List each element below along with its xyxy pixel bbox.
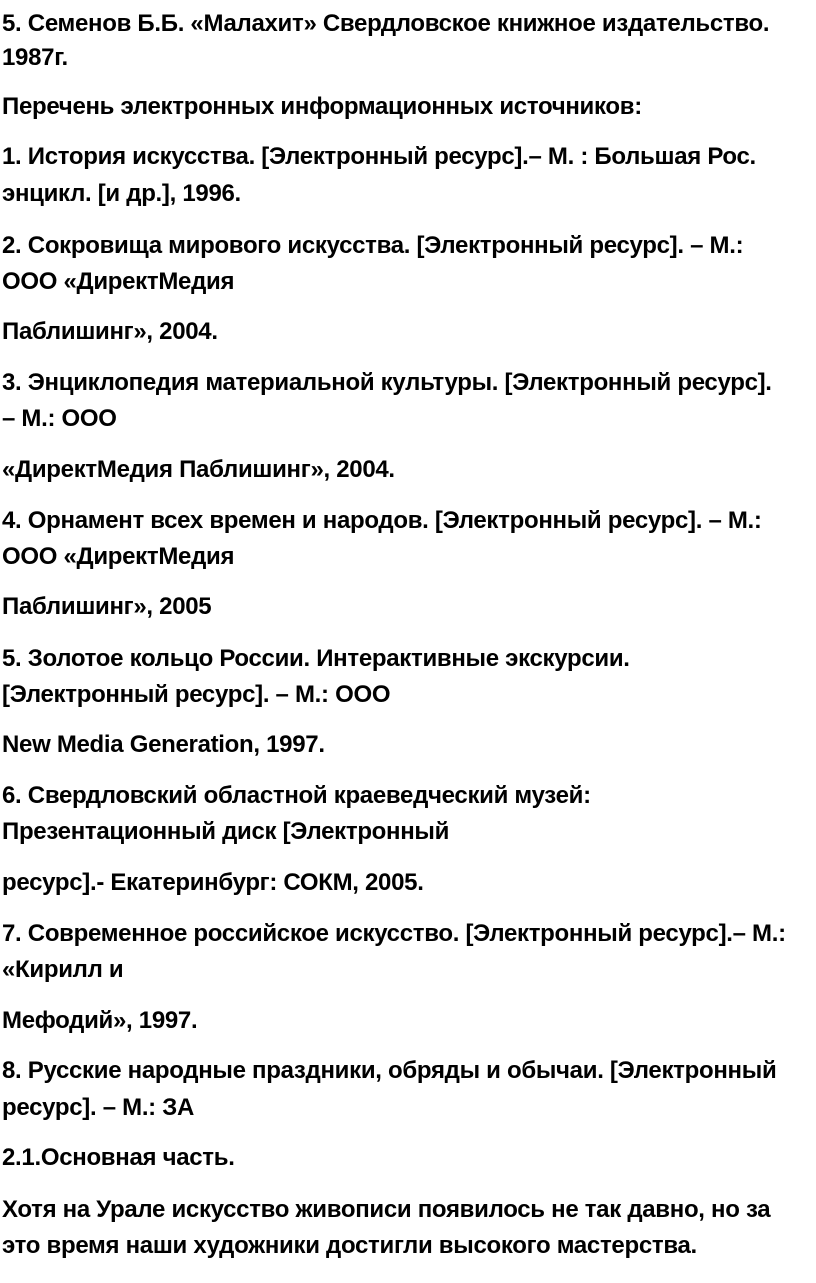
text-line: «ДиректМедия Паблишинг», 2004. bbox=[2, 456, 395, 483]
text-line: ООО «ДиректМедия bbox=[2, 543, 235, 570]
text-line: 3. Энциклопедия материальной культуры. [Электронный ресурс]. bbox=[2, 369, 772, 396]
text-line: Хотя на Урале искусство живописи появилось не так давно, но за bbox=[2, 1196, 771, 1223]
text-line: – М.: ООО bbox=[2, 405, 117, 432]
text-line: 5. Золотое кольцо России. Интерактивные экскурсии. bbox=[2, 645, 630, 672]
text-line: Презентационный диск [Электронный bbox=[2, 818, 450, 845]
text-line: «Кирилл и bbox=[2, 956, 124, 983]
text-line: 2. Сокровища мирового искусства. [Электронный ресурс]. – М.: bbox=[2, 232, 744, 259]
text-line: это время наши художники достигли высокого мастерства. bbox=[2, 1232, 697, 1259]
text-line: ресурс].- Екатеринбург: СОКМ, 2005. bbox=[2, 869, 424, 896]
text-line: Паблишинг», 2004. bbox=[2, 318, 218, 345]
text-line: ресурс]. – М.: ЗА bbox=[2, 1094, 195, 1121]
text-line: Перечень электронных информационных источников: bbox=[2, 93, 642, 120]
section-heading: 2.1.Основная часть. bbox=[2, 1144, 235, 1171]
text-line: 4. Орнамент всех времен и народов. [Электронный ресурс]. – М.: bbox=[2, 507, 762, 534]
text-line: Паблишинг», 2005 bbox=[2, 593, 212, 620]
text-line: 1. История искусства. [Электронный ресурс].– М. : Большая Рос. bbox=[2, 143, 756, 170]
text-line: 5. Семенов Б.Б. «Малахит» Свердловское книжное издательство. bbox=[2, 10, 770, 37]
text-line: 6. Свердловский областной краеведческий музей: bbox=[2, 782, 591, 809]
text-line: энцикл. [и др.], 1996. bbox=[2, 180, 241, 207]
text-line: 7. Современное российское искусство. [Электронный ресурс].– М.: bbox=[2, 920, 786, 947]
text-line: 1987г. bbox=[2, 44, 68, 71]
text-line: Мефодий», 1997. bbox=[2, 1007, 198, 1034]
text-line: ООО «ДиректМедия bbox=[2, 268, 235, 295]
text-line: 8. Русские народные праздники, обряды и обычаи. [Электронный bbox=[2, 1057, 777, 1084]
text-line: [Электронный ресурс]. – М.: ООО bbox=[2, 681, 391, 708]
text-line: New Media Generation, 1997. bbox=[2, 731, 325, 758]
